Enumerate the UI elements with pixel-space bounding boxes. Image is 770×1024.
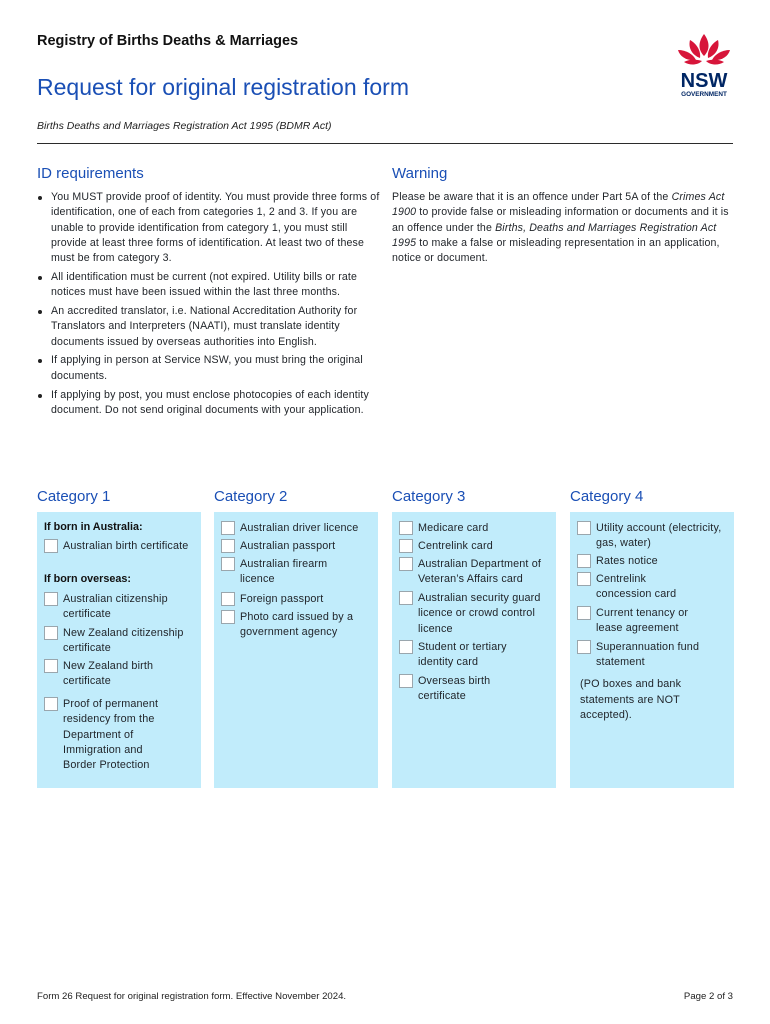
bullet-icon [38,196,42,200]
checkbox-item[interactable]: Australian citizenship certificate [44,592,199,623]
checkbox-item[interactable]: Medicare card [399,521,554,536]
checkbox-item[interactable]: Australian firearm licence [221,557,351,588]
checkbox[interactable] [399,557,413,571]
checkbox[interactable] [221,521,235,535]
nsw-government-logo [672,32,736,100]
checkbox[interactable] [399,591,413,605]
checkbox[interactable] [44,697,58,711]
warning-text: Please be aware that it is an offence under Part 5A of the Crimes Act 1900 to provide false or misleading information or documents and it is an offence under the Births, Deaths and Marriages Registration Act 1995 to make a false or misleading representation in an application, notice or document. [392,191,729,265]
category-1-panel [37,512,201,788]
list-item: All identification must be current (not expired. Utility bills or rate notices must have been issued within the last three months. [37,270,382,301]
list-item: If applying by post, you must enclose photocopies of each identity document. Do not send original documents with your application. [37,388,382,419]
category-3-heading: Category 3 [392,488,466,505]
form-title: Request for original registration form [37,74,409,100]
category-1-heading: Category 1 [37,488,111,505]
checkbox-item[interactable]: Student or tertiary identity card [399,640,519,671]
logo-text-government: GOVERNMENT [681,91,727,98]
checkbox[interactable] [221,539,235,553]
checkbox-item[interactable]: Photo card issued by a government agency [221,610,376,641]
checkbox[interactable] [44,592,58,606]
checkbox[interactable] [577,572,591,586]
category-2-panel [214,512,378,788]
checkbox-item[interactable]: Centrelink concession card [577,572,702,603]
bullet-icon [38,359,42,363]
checkbox-item[interactable]: Australian driver licence [221,521,376,536]
checkbox-item[interactable]: Centrelink card [399,539,554,554]
checkbox[interactable] [577,521,591,535]
checkbox[interactable] [221,592,235,606]
list-item: You MUST provide proof of identity. You must provide three forms of identification, one of each from categories 1, 2 and 3. If you are unable to provide identification from category 1, you must still provide at least three forms of identification. At least two of these must be from category 3. [37,190,382,266]
checkbox[interactable] [44,626,58,640]
checkbox-item[interactable]: New Zealand citizenship certificate [44,626,199,657]
checkbox-item[interactable]: Current tenancy or lease agreement [577,606,712,637]
id-requirements-list [37,190,382,422]
bullet-icon [38,310,42,314]
checkbox[interactable] [577,640,591,654]
born-in-australia-label: If born in Australia: [44,521,143,533]
checkbox[interactable] [399,521,413,535]
checkbox[interactable] [44,659,58,673]
checkbox[interactable] [221,557,235,571]
checkbox-item[interactable]: Rates notice [577,554,732,569]
checkbox-item[interactable]: Overseas birth certificate [399,674,509,705]
checkbox[interactable] [221,610,235,624]
checkbox-item[interactable]: Australian birth certificate [44,539,199,554]
born-overseas-label: If born overseas: [44,573,132,585]
category-4-panel [570,512,734,788]
list-item: An accredited translator, i.e. National Accreditation Authority for Translators and Interpreters (NAATI), must translate identity documents issued by overseas authorities into English. [37,304,382,350]
checkbox-item[interactable]: Utility account (electricity, gas, water) [577,521,732,552]
checkbox-item[interactable]: Superannuation fund statement [577,640,732,671]
checkbox[interactable] [44,539,58,553]
category-2-heading: Category 2 [214,488,288,505]
category-4-heading: Category 4 [570,488,644,505]
form-footer: Form 26 Request for original registration form. Effective November 2024. [37,991,347,1002]
header-divider [37,143,733,144]
checkbox[interactable] [577,554,591,568]
checkbox-item[interactable]: New Zealand birth certificate [44,659,199,690]
checkbox-item[interactable]: Proof of permanent residency from the Department of Immigration and Border Protection [44,697,174,773]
checkbox-item[interactable]: Australian Department of Veteran’s Affairs card [399,557,554,588]
checkbox[interactable] [399,539,413,553]
checkbox-item[interactable]: Australian security guard licence or crowd control licence [399,591,554,637]
category-3-panel [392,512,556,788]
checkbox[interactable] [577,606,591,620]
page-number: Page 2 of 3 [683,991,733,1002]
bullet-icon [38,394,42,398]
checkbox[interactable] [399,674,413,688]
category-4-note: (PO boxes and bank statements are NOT accepted). [580,678,682,722]
id-requirements-heading: ID requirements [37,165,144,182]
logo-text-nsw: NSW [680,70,728,92]
act-reference: Births Deaths and Marriages Registration Act 1995 (BDMR Act) [37,120,332,132]
bullet-icon [38,276,42,280]
checkbox-item[interactable]: Australian passport [221,539,376,554]
checkbox[interactable] [399,640,413,654]
registry-name: Registry of Births Deaths & Marriages [37,33,299,49]
warning-heading: Warning [392,165,448,182]
checkbox-item[interactable]: Foreign passport [221,592,376,607]
list-item: If applying in person at Service NSW, you must bring the original documents. [37,353,382,384]
